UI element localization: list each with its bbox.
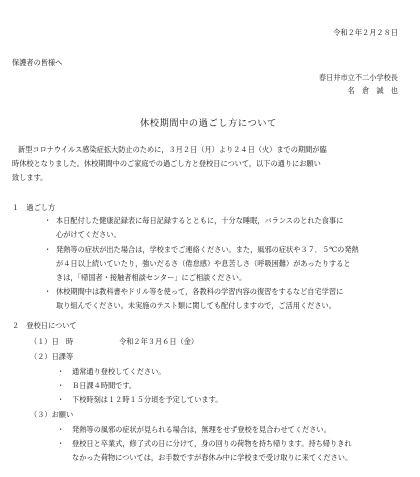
section-1-bullet-2-line-3: きは，「帰国者・接触者相談センター」にご相談ください。 <box>56 273 247 282</box>
section-2-item-2-bullet-2: Ｂ日課４時間です。 <box>72 381 137 390</box>
section-2-heading: ２ 登校日について <box>12 321 77 330</box>
section-1-bullet-3-line-1: 休校期間中は教科書やドリル等を使って，各教科の学習内容の復習をするなど自宅学習に <box>56 287 344 296</box>
bullet-icon: ・ <box>57 367 65 376</box>
bullet-icon: ・ <box>57 395 65 404</box>
section-1-heading: １ 過ごし方 <box>12 203 56 212</box>
principal-name: 名 倉 誠 也 <box>347 86 398 95</box>
section-2-item-2-label: （２）日課等 <box>30 352 74 361</box>
section-2-item-1-value: 令和２年３月６日（金） <box>119 337 199 346</box>
section-1-bullet-3-line-2: 取り組んでください。未実施のテスト類に関しても配付しますので，ご活用ください。 <box>56 301 336 310</box>
section-1-bullet-1-line-1: 本日配付した健康記録表に毎日記録するとともに，十分な睡眠，バランスのとれた食事に <box>56 216 344 225</box>
intro-line-3: 致します。 <box>12 173 48 182</box>
bullet-icon: ・ <box>57 425 65 434</box>
intro-line-2: 時休校となりました。休校期間中のご家庭での過ごし方と登校日について，以下の通りにお願い <box>12 159 321 168</box>
section-1-bullet-2-line-2: が４日以上続いていたり，強いだるさ（倦怠感）や息苦しさ（呼吸困難）があったりすると <box>56 259 351 268</box>
bullet-icon: ・ <box>44 216 52 225</box>
section-2-item-1-label: （１）日 時 <box>30 337 74 346</box>
section-2-item-3-bullet-2-line-1: 登校日と卒業式，修了式の日に分けて，身の回りの荷物を持ち帰ります。持ち帰りきれ <box>72 439 352 448</box>
recipient-line: 保護者の皆様へ <box>12 58 63 67</box>
bullet-icon: ・ <box>44 287 52 296</box>
date-line: 令和２年２月２８日 <box>333 28 398 37</box>
section-2-item-3-label: （３）お願い <box>30 410 74 419</box>
school-principal-title: 春日井市立不二小学校長 <box>318 73 398 82</box>
document-title: 休校期間中の過ごし方について <box>140 118 277 129</box>
section-2-item-3-bullet-2-line-2: なかった荷物については，お手数ですが春休み中に学校まで受け取りに来てください。 <box>72 453 353 462</box>
section-2-item-2-bullet-3: 下校時刻は１２時１５分頃を予定しています。 <box>72 395 223 404</box>
section-1-bullet-1-line-2: 心がけてください。 <box>56 230 121 239</box>
bullet-icon: ・ <box>57 381 65 390</box>
section-2-item-3-bullet-1-line-1: 発熱等の風邪の症状が見られる場合は，無理をせず登校を見合わせてください。 <box>72 425 331 434</box>
section-1-bullet-2-line-1: 発熱等の症状が出た場合は，学校までご連絡ください。また，風邪の症状や３７．５℃の発熱 <box>56 245 359 254</box>
bullet-icon: ・ <box>57 439 65 448</box>
section-2-item-2-bullet-1: 通常通り登校してください。 <box>72 367 166 376</box>
intro-line-1: 新型コロナウイルス感染症拡大防止のために，３月２日（月）より２４日（火）までの期間が臨 <box>18 145 327 154</box>
bullet-icon: ・ <box>44 245 52 254</box>
